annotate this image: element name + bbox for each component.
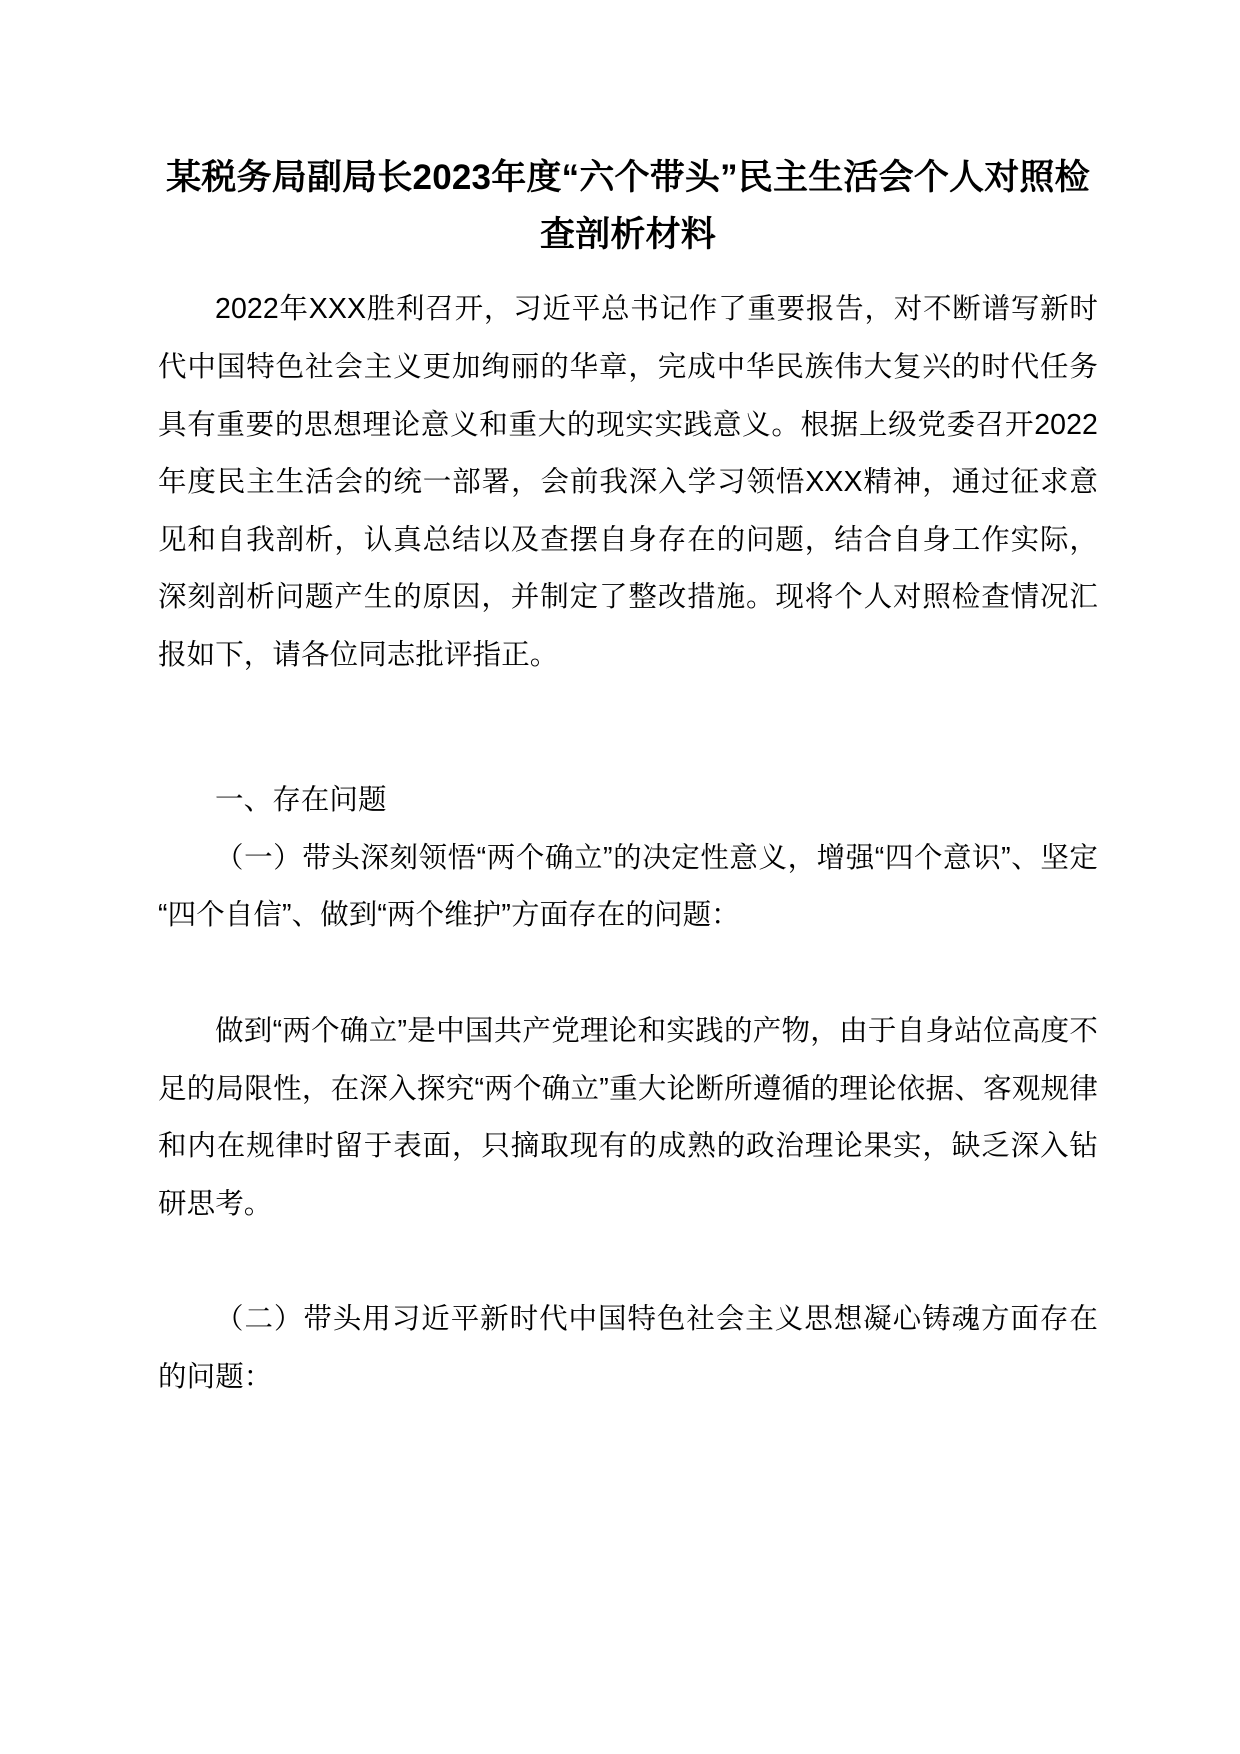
page-title: 某税务局副局长2023年度“六个带头”民主生活会个人对照检查剖析材料 (166, 158, 1090, 254)
intro-paragraph: 2022年XXX胜利召开，习近平总书记作了重要报告，对不断谱写新时代中国特色社会主义更加绚丽的华章，完成中华民族伟大复兴的时代任务具有重要的思想理论意义和重大的现实实践意义。根据上级党委召开2022年度民主生活会的统一部署，会前我深入学习领悟XXX精神，通过征求意见和自我剖析，认真总结以及查摆自身存在的问题，结合自身工作实际，深刻剖析问题产生的原因，并制定了整改措施。现将个人对照检查情况汇报如下，请各位同志批评指正。 (158, 293, 1098, 671)
section-heading-one: 一、存在问题 (215, 784, 387, 817)
paragraph-spacer (158, 945, 1098, 1003)
subsection-one-body: 做到“两个确立”是中国共产党理论和实践的产物，由于自身站位高度不足的局限性，在深入探究“两个确立”重大论断所遵循的理论依据、客观规律和内在规律时留于表面，只摘取现有的成熟的政治理论果实，缺乏深入钻研思考。 (158, 1015, 1098, 1220)
document-body (158, 281, 1098, 1406)
paragraph-spacer (158, 1233, 1098, 1291)
paragraph-spacer (158, 684, 1098, 772)
subsection-heading-two: （二）带头用习近平新时代中国特色社会主义思想凝心铸魂方面存在的问题： (158, 1303, 1098, 1393)
subsection-heading-one: （一）带头深刻领悟“两个确立”的决定性意义，增强“四个意识”、坚定“四个自信”、做到“两个维护”方面存在的问题： (158, 841, 1098, 932)
